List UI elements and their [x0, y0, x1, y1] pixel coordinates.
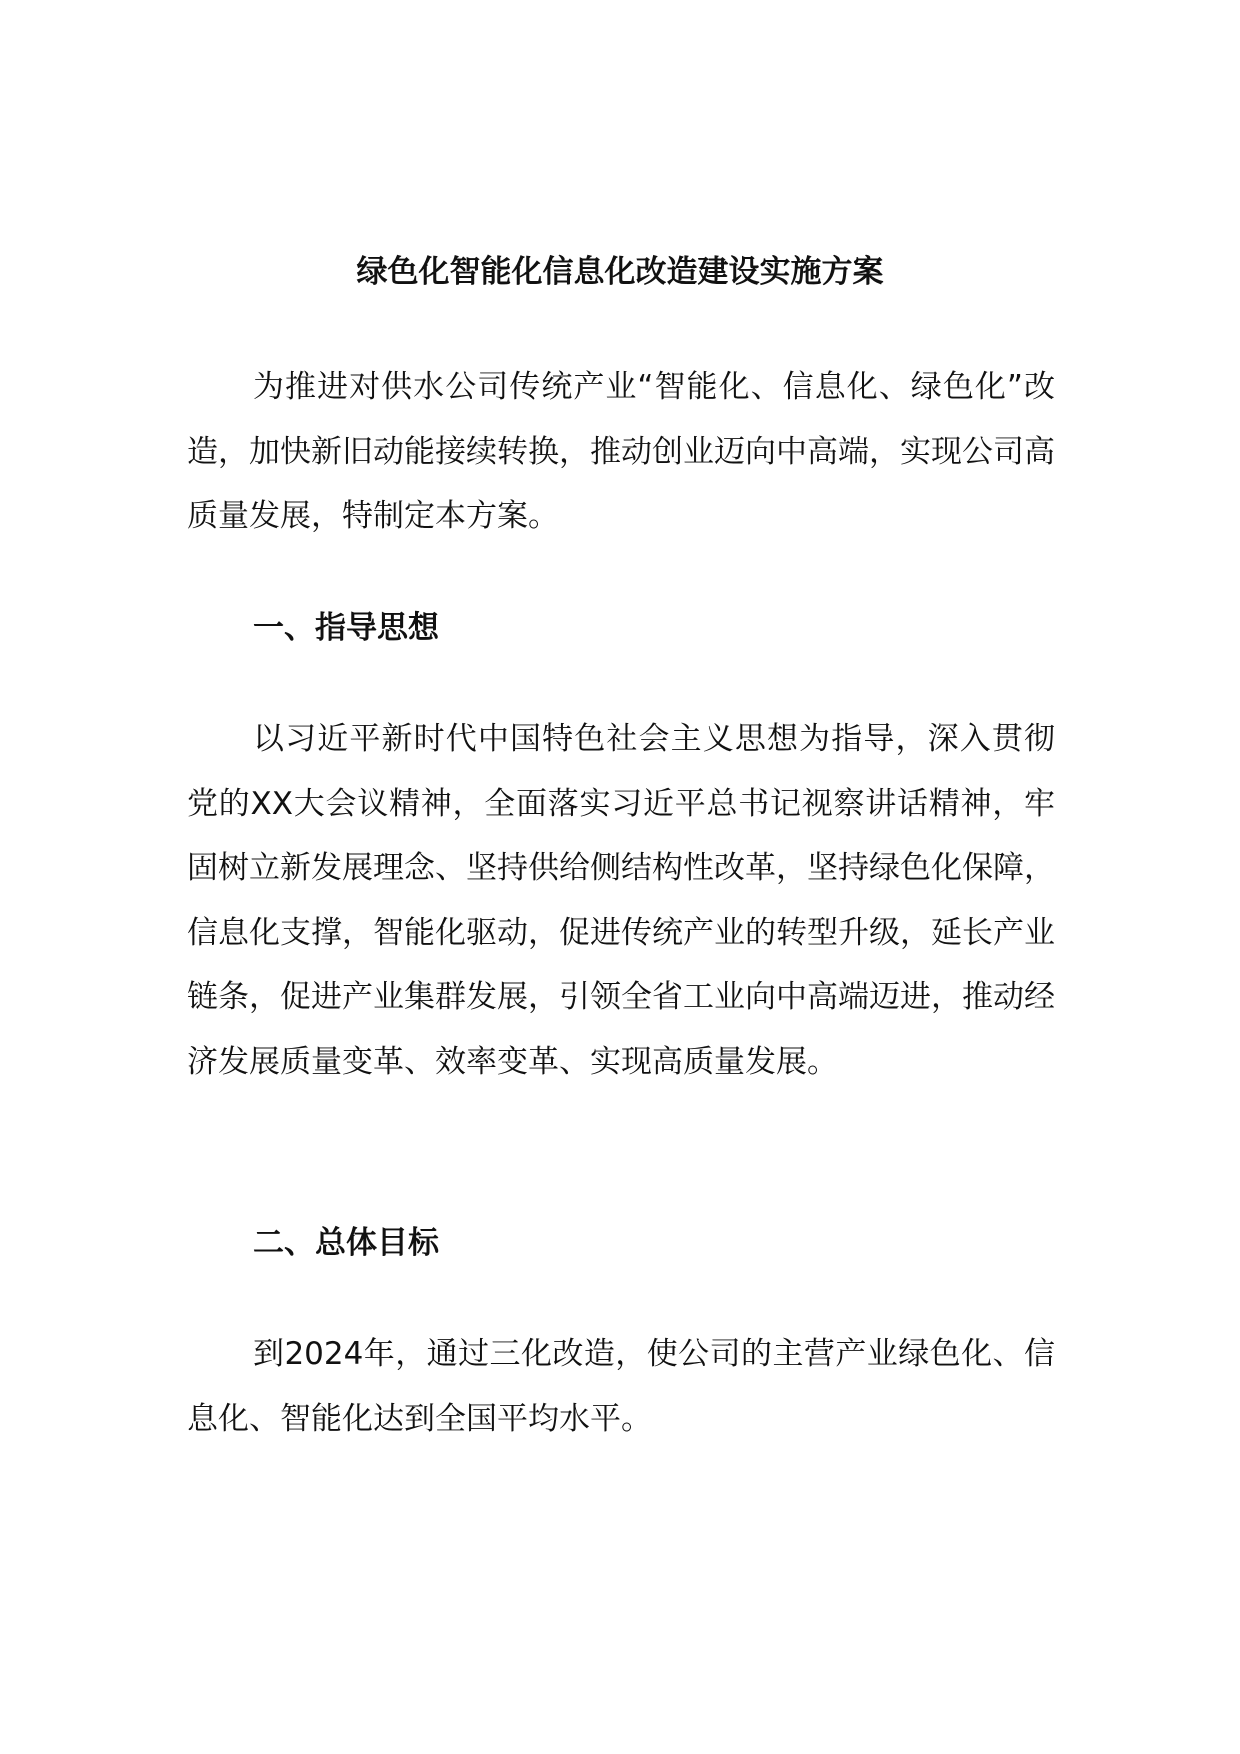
document-title: 绿色化智能化信息化改造建设实施方案	[356, 254, 884, 290]
section-heading-guiding-ideology: 一、指导思想	[253, 610, 439, 646]
section-body-guiding-ideology: 以习近平新时代中国特色社会主义思想为指导，深入贯彻党的XX大会议精神，全面落实习近平总书记视察讲话精神，牢固树立新发展理念、坚持供给侧结构性改革，坚持绿色化保障，信息化支撑，智能化驱动，促进传统产业的转型升级，延长产业链条，促进产业集群发展，引领全省工业向中高端迈进，推动经济发展质量变革、效率变革、实现高质量发展。	[187, 721, 1055, 1080]
section-body-overall-goal: 到2024年，通过三化改造，使公司的主营产业绿色化、信息化、智能化达到全国平均水平。	[187, 1336, 1055, 1437]
intro-paragraph: 为推进对供水公司传统产业“智能化、信息化、绿色化”改造，加快新旧动能接续转换，推动创业迈向中高端，实现公司高质量发展，特制定本方案。	[187, 369, 1055, 534]
section-heading-overall-goal: 二、总体目标	[253, 1225, 439, 1261]
